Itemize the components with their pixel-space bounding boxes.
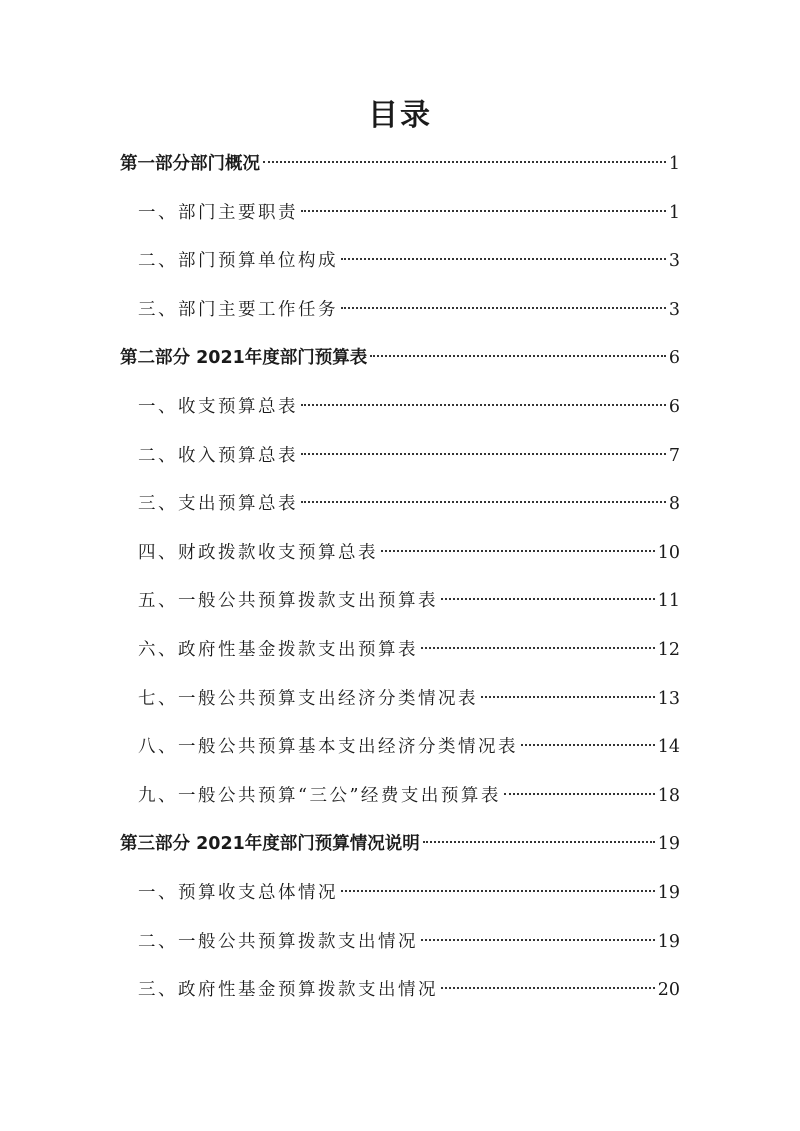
- toc-entry[interactable]: [120, 869, 680, 918]
- toc-entry[interactable]: [120, 432, 680, 481]
- toc-page-number: 13: [657, 688, 680, 709]
- toc-page-number: 1: [668, 154, 680, 174]
- toc-page-number: 14: [657, 737, 680, 758]
- toc-page-number: 12: [657, 639, 680, 660]
- dot-leader: [301, 501, 666, 503]
- toc-entry-text: 五、一般公共预算拨款支出预算表: [138, 591, 438, 612]
- toc-entry[interactable]: [120, 189, 680, 238]
- dot-leader: [441, 987, 655, 989]
- toc-entry-text: 第三部分 2021年度部门预算情况说明: [120, 834, 420, 855]
- toc-page-number: 20: [657, 980, 680, 1001]
- toc-entry[interactable]: [120, 383, 680, 432]
- toc-page-number: 3: [668, 251, 680, 272]
- toc-entry-text: 第一部分部门概况: [120, 154, 260, 174]
- dot-leader: [341, 258, 666, 260]
- toc-entry-text: 一、收支预算总表: [138, 396, 298, 417]
- toc-entry-text: 第二部分 2021年度部门预算表: [120, 348, 368, 369]
- toc-entry-text: 二、部门预算单位构成: [138, 251, 338, 272]
- toc-page-number: 19: [657, 834, 680, 855]
- toc-entry-text: 一、部门主要职责: [138, 202, 298, 223]
- toc-page-number: 11: [657, 591, 680, 612]
- toc-entry-text: 三、支出预算总表: [138, 494, 298, 515]
- toc-entry-text: 七、一般公共预算支出经济分类情况表: [138, 688, 478, 709]
- toc-entry[interactable]: [120, 918, 680, 967]
- dot-leader: [441, 598, 655, 600]
- toc-entry-text: 九、一般公共预算“三公”经费支出预算表: [138, 785, 501, 806]
- toc-entry-text: 三、部门主要工作任务: [138, 299, 338, 320]
- toc-page-number: 7: [668, 445, 680, 466]
- dot-leader: [370, 355, 666, 357]
- dot-leader: [421, 939, 655, 941]
- toc-page-number: 10: [657, 542, 680, 563]
- dot-leader: [263, 161, 666, 163]
- dot-leader: [481, 696, 655, 698]
- toc-entry-text: 六、政府性基金拨款支出预算表: [138, 639, 418, 660]
- toc-entry-text: 四、财政拨款收支预算总表: [138, 542, 378, 563]
- toc-entry[interactable]: [120, 237, 680, 286]
- dot-leader: [504, 793, 655, 795]
- toc-entry[interactable]: [120, 675, 680, 724]
- dot-leader: [381, 550, 655, 552]
- toc-entry[interactable]: [120, 772, 680, 821]
- dot-leader: [301, 404, 666, 406]
- toc-page-number: 6: [668, 396, 680, 417]
- dot-leader: [341, 890, 655, 892]
- dot-leader: [421, 647, 655, 649]
- table-of-contents: [120, 140, 680, 1015]
- toc-entry[interactable]: [120, 626, 680, 675]
- toc-entry-text: 三、政府性基金预算拨款支出情况: [138, 980, 438, 1001]
- toc-entry[interactable]: [120, 820, 680, 869]
- toc-entry-text: 八、一般公共预算基本支出经济分类情况表: [138, 737, 518, 758]
- toc-entry[interactable]: [120, 577, 680, 626]
- toc-page-number: 8: [668, 494, 680, 515]
- toc-page-number: 19: [657, 931, 680, 952]
- page-title: 目录: [368, 98, 432, 133]
- toc-page-number: 6: [668, 348, 680, 369]
- dot-leader: [301, 453, 666, 455]
- toc-page-number: 19: [657, 882, 680, 903]
- toc-page-number: 3: [668, 299, 680, 320]
- toc-entry[interactable]: [120, 966, 680, 1015]
- toc-entry-text: 二、一般公共预算拨款支出情况: [138, 931, 418, 952]
- dot-leader: [301, 210, 666, 212]
- dot-leader: [423, 841, 655, 843]
- dot-leader: [341, 307, 666, 309]
- toc-entry[interactable]: [120, 480, 680, 529]
- toc-entry[interactable]: [120, 723, 680, 772]
- toc-entry-text: 一、预算收支总体情况: [138, 882, 338, 903]
- toc-entry-text: 二、收入预算总表: [138, 445, 298, 466]
- toc-entry[interactable]: [120, 529, 680, 578]
- toc-page-number: 1: [668, 202, 680, 223]
- toc-entry[interactable]: [120, 334, 680, 383]
- toc-entry[interactable]: [120, 140, 680, 189]
- toc-page-number: 18: [657, 785, 680, 806]
- toc-entry[interactable]: [120, 286, 680, 335]
- dot-leader: [521, 744, 655, 746]
